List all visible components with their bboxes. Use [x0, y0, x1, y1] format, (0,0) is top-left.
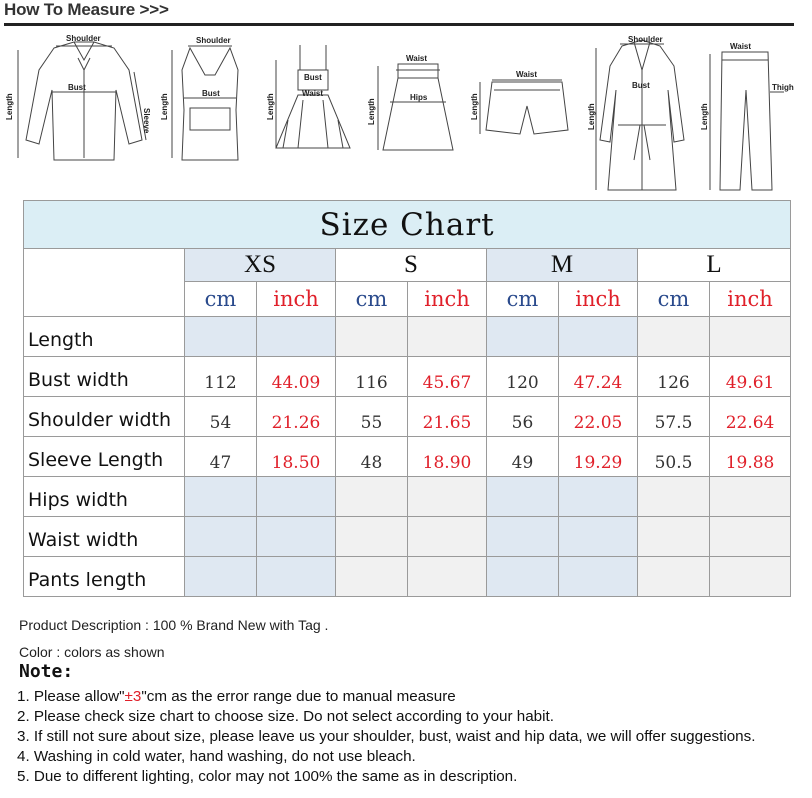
value-cell: 45.67 [408, 357, 487, 397]
shorts-label-waist: Waist [516, 70, 538, 79]
value-cell: 120 [487, 357, 559, 397]
value-cell: 47 [185, 437, 257, 477]
unit-inch: inch [408, 282, 487, 317]
shirt-illustration [4, 30, 164, 170]
unit-cm: cm [185, 282, 257, 317]
table-row [24, 557, 791, 597]
value-cell: 18.90 [408, 437, 487, 477]
value-cell [559, 557, 638, 597]
row-label: Hips width [24, 477, 185, 517]
shirt-label-length: Length [5, 93, 14, 120]
value-cell [336, 317, 408, 357]
value-cell [185, 317, 257, 357]
coat-label-bust: Bust [632, 81, 650, 90]
value-cell: 19.88 [710, 437, 791, 477]
notes-list [17, 687, 755, 787]
how-to-measure-heading: How To Measure >>> [4, 0, 169, 19]
tank-label-bust: Bust [202, 89, 220, 98]
value-cell [487, 557, 559, 597]
skirt-illustration [368, 30, 468, 170]
value-cell [408, 557, 487, 597]
shirt-label-sleeve: Sleeve [142, 108, 151, 134]
shorts-label-length: Length [470, 93, 479, 120]
value-cell [257, 557, 336, 597]
skirt-label-length: Length [367, 98, 376, 125]
color-description: Color : colors as shown [19, 644, 165, 660]
unit-inch: inch [257, 282, 336, 317]
table-row [24, 437, 791, 477]
skirt-label-hips: Hips [410, 93, 428, 102]
pants-label-length: Length [700, 103, 709, 130]
note-item-1-end: "cm as the error range due to manual measure [141, 688, 456, 705]
value-cell [408, 317, 487, 357]
value-cell: 116 [336, 357, 408, 397]
corner-cell [24, 249, 185, 317]
value-cell [408, 517, 487, 557]
value-cell: 47.24 [559, 357, 638, 397]
shirt-label-shoulder: Shoulder [66, 34, 101, 43]
value-cell: 57.5 [638, 397, 710, 437]
value-cell: 48 [336, 437, 408, 477]
value-cell [710, 557, 791, 597]
row-label: Bust width [24, 357, 185, 397]
row-label: Pants length [24, 557, 185, 597]
coat-illustration [587, 30, 700, 200]
value-cell: 22.64 [710, 397, 791, 437]
value-cell: 18.50 [257, 437, 336, 477]
value-cell [487, 477, 559, 517]
value-cell [710, 517, 791, 557]
value-cell [487, 317, 559, 357]
product-description: Product Description : 100 % Brand New with Tag . [19, 617, 329, 633]
size-header-xs: XS [185, 249, 336, 282]
value-cell [257, 477, 336, 517]
value-cell [336, 517, 408, 557]
table-row [24, 517, 791, 557]
note-item-1 [17, 687, 755, 707]
unit-inch: inch [559, 282, 638, 317]
value-cell [710, 317, 791, 357]
value-cell: 21.26 [257, 397, 336, 437]
value-cell [257, 517, 336, 557]
value-cell [408, 477, 487, 517]
value-cell [257, 317, 336, 357]
value-cell: 54 [185, 397, 257, 437]
value-cell: 49 [487, 437, 559, 477]
tank-label-shoulder: Shoulder [196, 36, 231, 45]
value-cell [559, 477, 638, 517]
value-cell: 19.29 [559, 437, 638, 477]
size-chart-title: Size Chart [24, 201, 791, 249]
value-cell [638, 477, 710, 517]
unit-inch: inch [710, 282, 791, 317]
value-cell: 112 [185, 357, 257, 397]
measurement-illustrations [0, 30, 812, 200]
dress-label-length: Length [266, 93, 275, 120]
table-row [24, 397, 791, 437]
note-item-3: 3. If still not sure about size, please leave us your shoulder, bust, waist and hip data, we will offer suggestions. [17, 728, 756, 745]
value-cell [336, 477, 408, 517]
value-cell [336, 557, 408, 597]
coat-label-length: Length [587, 103, 596, 130]
note-title: Note: [19, 661, 74, 682]
pants-label-waist: Waist [730, 42, 752, 51]
dress-label-bust: Bust [304, 73, 322, 82]
value-cell [559, 317, 638, 357]
table-row [24, 317, 791, 357]
table-row [24, 357, 791, 397]
table-row [24, 477, 791, 517]
value-cell [710, 477, 791, 517]
size-header-m: M [487, 249, 638, 282]
row-label: Shoulder width [24, 397, 185, 437]
row-label: Waist width [24, 517, 185, 557]
dress-label-waist: Waist [302, 89, 324, 98]
value-cell: 55 [336, 397, 408, 437]
unit-cm: cm [487, 282, 559, 317]
shorts-illustration [472, 30, 582, 170]
unit-cm: cm [336, 282, 408, 317]
note-item-2: 2. Please check size chart to choose size. Do not select according to your habit. [17, 708, 554, 725]
value-cell [638, 557, 710, 597]
tank-illustration [160, 30, 260, 170]
note-item-1-start: 1. Please allow" [17, 688, 125, 705]
dress-illustration [268, 30, 358, 170]
value-cell: 126 [638, 357, 710, 397]
value-cell: 49.61 [710, 357, 791, 397]
note-item-4: 4. Washing in cold water, hand washing, do not use bleach. [17, 748, 416, 765]
value-cell [185, 517, 257, 557]
size-header-s: S [336, 249, 487, 282]
pants-label-thigh: Thigh [772, 83, 794, 92]
value-cell: 22.05 [559, 397, 638, 437]
tank-label-length: Length [160, 93, 169, 120]
skirt-label-waist: Waist [406, 54, 428, 63]
value-cell: 44.09 [257, 357, 336, 397]
value-cell [185, 557, 257, 597]
heading-divider [4, 23, 794, 26]
value-cell [185, 477, 257, 517]
value-cell: 21.65 [408, 397, 487, 437]
measurement-rows [24, 317, 791, 597]
coat-label-shoulder: Shoulder [628, 35, 663, 44]
value-cell [559, 517, 638, 557]
value-cell [638, 317, 710, 357]
size-header-l: L [638, 249, 791, 282]
row-label: Sleeve Length [24, 437, 185, 477]
shirt-label-bust: Bust [68, 83, 86, 92]
size-chart-table [23, 200, 791, 597]
note-item-5: 5. Due to different lighting, color may not 100% the same as in description. [17, 768, 518, 785]
value-cell [487, 517, 559, 557]
pants-illustration [700, 30, 805, 200]
row-label: Length [24, 317, 185, 357]
value-cell: 56 [487, 397, 559, 437]
value-cell [638, 517, 710, 557]
unit-cm: cm [638, 282, 710, 317]
error-range-value: ±3 [124, 688, 142, 705]
value-cell: 50.5 [638, 437, 710, 477]
